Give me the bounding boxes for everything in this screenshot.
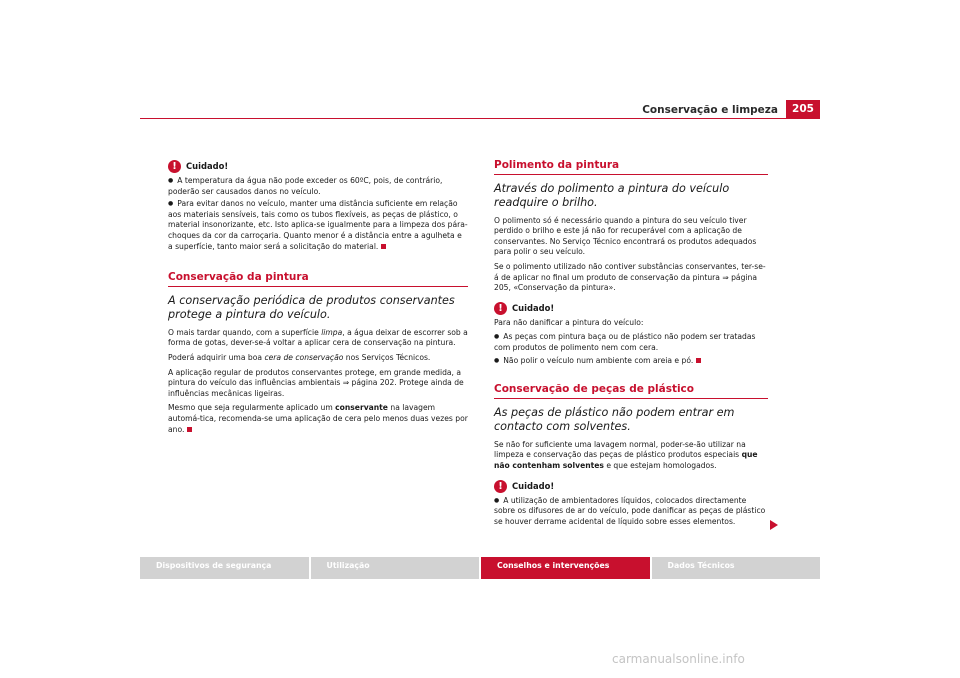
next-page-arrow-icon[interactable] xyxy=(770,520,778,530)
paragraph: O mais tardar quando, com a superfície limpa, a água deixar de escorrer sob a forma de gotas, dever-se-á voltar a aplicar cera de conservação na pintura. xyxy=(168,327,468,348)
warning-icon: ! xyxy=(494,302,507,315)
warning-title: Cuidado! xyxy=(512,302,555,313)
warning-bullet: ● As peças com pintura baça ou de plástico não podem ser tratadas com produtos de polimento nem com cera. xyxy=(494,332,768,353)
section-title: Conservação da pintura xyxy=(168,272,468,287)
section-subtitle: As peças de plástico não podem entrar em contacto com solventes. xyxy=(494,405,735,433)
paragraph: Se o polimento utilizado não contiver substâncias conservantes, ter-se-á de aplicar no final um produto de conservação da pintura ⇒ página 205, «Conservação da pintura». xyxy=(494,261,766,293)
section-title: Conservação de peças de plástico xyxy=(494,384,768,399)
tab-dados-tecnicos[interactable]: Dados Técnicos xyxy=(652,557,821,579)
warning-bullet: ● A utilização de ambientadores líquidos, colocados directamente sobre os difusores de ar do veículo, pode danificar as peças de plástico se houver derrame acidental de líquido sobre esses elementos. xyxy=(494,496,768,528)
section-subtitle: A conservação periódica de produtos conservantes protege a pintura do veículo. xyxy=(168,293,455,321)
warning-bullet: ● Para evitar danos no veículo, manter uma distância suficiente em relação aos materiais sensíveis, tais como os tubos flexíveis, as peças de plástico, o material insonorizante, etc. Isto aplica-se igualmente para a limpeza dos pára-choques da cor da carroçaria. Quanto menor é a distância entre a agulheta e a superfície, tanto maior será a solicitação do material. xyxy=(168,199,468,252)
warning-icon: ! xyxy=(168,160,181,173)
paragraph: Mesmo que seja regularmente aplicado um conservante na lavagem automá-tica, recomenda-se uma aplicação de cera pelo menos duas vezes por ano. xyxy=(168,403,468,434)
header-divider xyxy=(140,118,820,119)
warning-bullet: ● A temperatura da água não pode exceder os 60ºC, pois, de contrário, poderão ser causados danos no veículo. xyxy=(168,176,468,197)
warning-icon: ! xyxy=(494,480,507,493)
watermark: carmanualsonline.info xyxy=(612,652,745,666)
right-column xyxy=(494,160,768,531)
warning-title: Cuidado! xyxy=(186,161,229,172)
page-header-title: Conservação e limpeza xyxy=(642,104,778,116)
paragraph: Poderá adquirir uma boa cera de conservação nos Serviços Técnicos. xyxy=(168,352,431,362)
end-mark-icon xyxy=(187,427,192,432)
page-number: 205 xyxy=(786,100,820,118)
warning-title: Cuidado! xyxy=(512,480,555,491)
section-subtitle: Através do polimento a pintura do veículo readquire o brilho. xyxy=(494,181,730,209)
warning-box xyxy=(494,302,768,366)
paragraph: Se não for suficiente uma lavagem normal, poder-se-ão utilizar na limpeza e conservação das peças de plástico produtos especiais que não contenham solventes e que estejam homologados. xyxy=(494,439,758,470)
warning-box xyxy=(494,480,768,528)
paragraph: O polimento só é necessário quando a pintura do seu veículo tiver perdido o brilho e este já não for recuperável com a aplicação de conservantes. No Serviço Técnico encontrará os produtos adequados para polir o seu veículo. xyxy=(494,215,757,257)
tab-conselhos-intervencoes[interactable]: Conselhos e intervenções xyxy=(481,557,650,579)
tab-dispositivos-seguranca[interactable]: Dispositivos de segurança xyxy=(140,557,309,579)
left-column xyxy=(168,160,468,439)
end-mark-icon xyxy=(696,358,701,363)
tab-utilizacao[interactable]: Utilização xyxy=(311,557,480,579)
warning-box xyxy=(168,160,468,252)
section-title: Polimento da pintura xyxy=(494,160,768,175)
warning-intro: Para não danificar a pintura do veículo: xyxy=(494,317,644,327)
paragraph: A aplicação regular de produtos conservantes protege, em grande medida, a pintura do veículo das influências ambientais ⇒ página 202. Protege ainda de influências mecânicas ligeiras. xyxy=(168,367,464,398)
warning-bullet: ● Não polir o veículo num ambiente com areia e pó. xyxy=(494,356,768,367)
end-mark-icon xyxy=(381,244,386,249)
footer-nav xyxy=(140,557,820,579)
